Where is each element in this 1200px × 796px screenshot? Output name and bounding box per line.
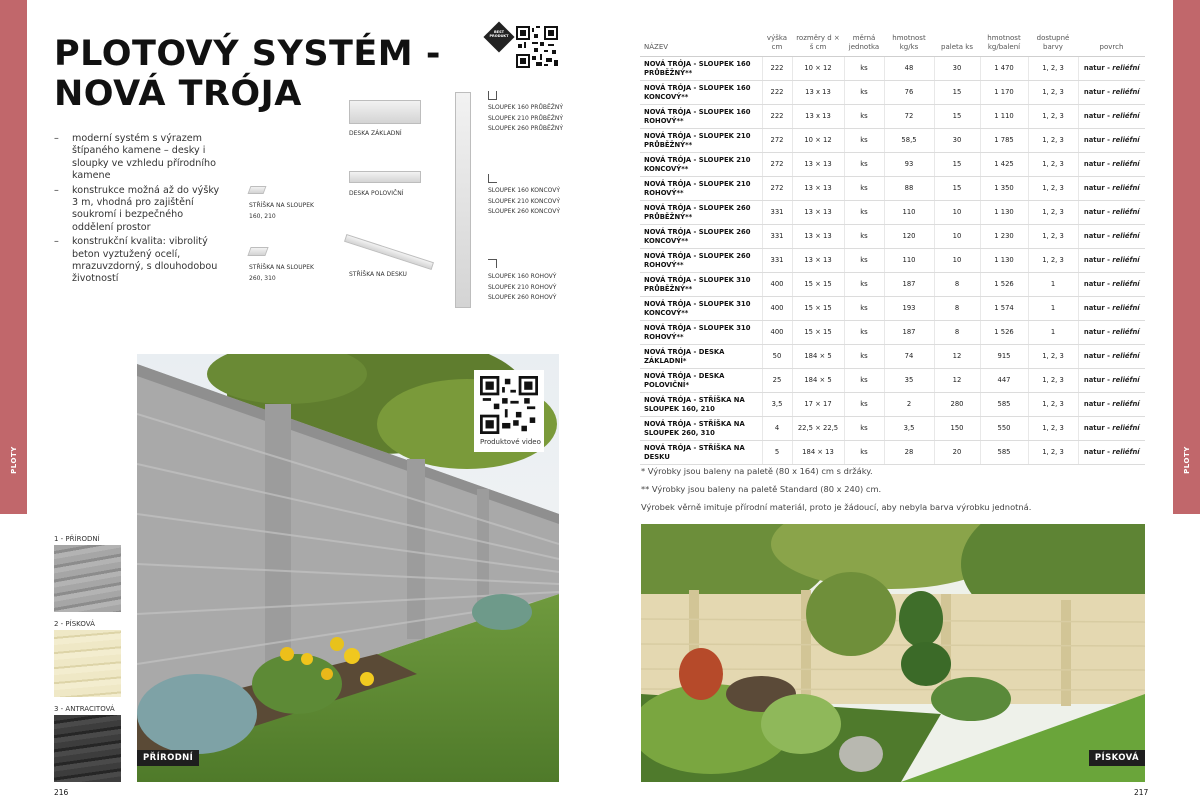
col-header: povrch xyxy=(1078,32,1145,57)
height-cell: 5 xyxy=(762,441,792,465)
colors-cell: 1, 2, 3 xyxy=(1028,177,1078,201)
pack-weight-cell: 1 130 xyxy=(980,249,1028,273)
pallet-cell: 12 xyxy=(934,345,980,369)
sloupek-koncovy-icon xyxy=(488,174,497,183)
unit-cell: ks xyxy=(844,297,884,321)
surface-cell xyxy=(1078,129,1145,153)
product-name-cell: NOVÁ TRÓJA - DESKA POLOVIČNÍ* xyxy=(640,369,762,393)
pallet-cell: 30 xyxy=(934,57,980,81)
weight-cell: 58,5 xyxy=(884,129,934,153)
table-row xyxy=(640,153,1145,177)
height-cell: 400 xyxy=(762,273,792,297)
surface-finish: reliéfní xyxy=(1112,328,1140,336)
table-row xyxy=(640,321,1145,345)
product-name-cell: NOVÁ TRÓJA - SLOUPEK 210 PRŮBĚŽNÝ** xyxy=(640,129,762,153)
unit-cell: ks xyxy=(844,201,884,225)
surface-type: natur - xyxy=(1083,448,1113,456)
table-row xyxy=(640,249,1145,273)
surface-type: natur - xyxy=(1083,88,1113,96)
table-row xyxy=(640,345,1145,369)
unit-cell: ks xyxy=(844,393,884,417)
col-header: paleta ks xyxy=(934,32,980,57)
color-tag: PŘÍRODNÍ xyxy=(137,750,199,766)
weight-cell: 110 xyxy=(884,201,934,225)
table-row xyxy=(640,393,1145,417)
striska-desku-label: STŘÍŠKA NA DESKU xyxy=(349,271,407,278)
surface-type: natur - xyxy=(1083,256,1113,264)
dimensions-cell: 10 × 12 xyxy=(792,129,844,153)
unit-cell: ks xyxy=(844,321,884,345)
weight-cell: 35 xyxy=(884,369,934,393)
surface-type: natur - xyxy=(1083,328,1113,336)
surface-cell xyxy=(1078,393,1145,417)
dimensions-cell: 13 × 13 xyxy=(792,249,844,273)
height-cell: 400 xyxy=(762,297,792,321)
pack-weight-cell: 1 470 xyxy=(980,57,1028,81)
dimensions-cell: 22,5 × 22,5 xyxy=(792,417,844,441)
pallet-cell: 30 xyxy=(934,129,980,153)
colors-cell: 1 xyxy=(1028,321,1078,345)
col-header: rozměry d × š cm xyxy=(792,32,844,57)
col-header: hmotnost kg/balení xyxy=(980,32,1028,57)
surface-finish: reliéfní xyxy=(1112,280,1140,288)
col-header: hmotnost kg/ks xyxy=(884,32,934,57)
side-tab-left xyxy=(0,0,27,514)
product-label: SLOUPEK 210 KONCOVÝ xyxy=(488,197,561,205)
weight-cell: 193 xyxy=(884,297,934,321)
product-label: SLOUPEK 210 PRŮBĚŽNÝ xyxy=(488,114,564,122)
deska-polovicni-illustration xyxy=(349,171,421,183)
product-name-cell: NOVÁ TRÓJA - SLOUPEK 160 ROHOVÝ** xyxy=(640,105,762,129)
surface-cell xyxy=(1078,441,1145,465)
unit-cell: ks xyxy=(844,273,884,297)
product-video-qr[interactable] xyxy=(474,370,544,452)
colors-cell: 1 xyxy=(1028,273,1078,297)
page-number-left: 216 xyxy=(54,788,69,796)
surface-type: natur - xyxy=(1083,400,1113,408)
weight-cell: 187 xyxy=(884,321,934,345)
pallet-cell: 10 xyxy=(934,249,980,273)
height-cell: 400 xyxy=(762,321,792,345)
colors-cell: 1, 2, 3 xyxy=(1028,249,1078,273)
product-name-cell: NOVÁ TRÓJA - SLOUPEK 160 PRŮBĚŽNÝ** xyxy=(640,57,762,81)
swatch-label: 2 - PÍSKOVÁ xyxy=(54,620,95,628)
unit-cell: ks xyxy=(844,417,884,441)
table-row xyxy=(640,441,1145,465)
height-cell: 222 xyxy=(762,81,792,105)
height-cell: 272 xyxy=(762,129,792,153)
feature-item: – moderní systém s výrazem štípaného kamene – desky i sloupky ve vzhledu přírodního kamene xyxy=(54,133,224,183)
height-cell: 331 xyxy=(762,225,792,249)
unit-cell: ks xyxy=(844,345,884,369)
product-name-cell: NOVÁ TRÓJA - SLOUPEK 310 PRŮBĚŽNÝ** xyxy=(640,273,762,297)
surface-cell xyxy=(1078,105,1145,129)
height-cell: 50 xyxy=(762,345,792,369)
dimensions-cell: 184 × 13 xyxy=(792,441,844,465)
weight-cell: 187 xyxy=(884,273,934,297)
pallet-cell: 8 xyxy=(934,273,980,297)
fence-sand-illustration xyxy=(641,524,1145,782)
surface-type: natur - xyxy=(1083,376,1113,384)
pack-weight-cell: 1 350 xyxy=(980,177,1028,201)
surface-type: natur - xyxy=(1083,352,1113,360)
surface-type: natur - xyxy=(1083,304,1113,312)
surface-cell xyxy=(1078,345,1145,369)
side-tab-label: PLOTY xyxy=(9,446,18,474)
pack-weight-cell: 1 425 xyxy=(980,153,1028,177)
colors-cell: 1, 2, 3 xyxy=(1028,225,1078,249)
weight-cell: 93 xyxy=(884,153,934,177)
pallet-cell: 15 xyxy=(934,105,980,129)
weight-cell: 28 xyxy=(884,441,934,465)
product-name-cell: NOVÁ TRÓJA - SLOUPEK 260 PRŮBĚŽNÝ** xyxy=(640,201,762,225)
height-cell: 222 xyxy=(762,57,792,81)
surface-type: natur - xyxy=(1083,112,1113,120)
color-tag: PÍSKOVÁ xyxy=(1089,750,1145,766)
swatch-anthracite xyxy=(54,715,121,782)
weight-cell: 88 xyxy=(884,177,934,201)
surface-type: natur - xyxy=(1083,424,1113,432)
surface-finish: reliéfní xyxy=(1112,112,1140,120)
surface-type: natur - xyxy=(1083,232,1113,240)
surface-finish: reliéfní xyxy=(1112,64,1140,72)
dimensions-cell: 13 x 13 xyxy=(792,81,844,105)
colors-cell: 1, 2, 3 xyxy=(1028,417,1078,441)
unit-cell: ks xyxy=(844,153,884,177)
height-cell: 3,5 xyxy=(762,393,792,417)
surface-cell xyxy=(1078,297,1145,321)
height-cell: 331 xyxy=(762,201,792,225)
pallet-cell: 280 xyxy=(934,393,980,417)
sloupek-illustration xyxy=(455,92,471,308)
col-header: dostupné barvy xyxy=(1028,32,1078,57)
colors-cell: 1, 2, 3 xyxy=(1028,441,1078,465)
pack-weight-cell: 915 xyxy=(980,345,1028,369)
unit-cell: ks xyxy=(844,105,884,129)
sloupky-koncove-list xyxy=(488,186,560,218)
colors-cell: 1, 2, 3 xyxy=(1028,393,1078,417)
pack-weight-cell: 1 130 xyxy=(980,201,1028,225)
height-cell: 272 xyxy=(762,177,792,201)
surface-finish: reliéfní xyxy=(1112,256,1140,264)
product-name-cell: NOVÁ TRÓJA - SLOUPEK 310 KONCOVÝ** xyxy=(640,297,762,321)
product-label: SLOUPEK 160 KONCOVÝ xyxy=(488,187,561,194)
unit-cell: ks xyxy=(844,441,884,465)
dimensions-cell: 15 × 15 xyxy=(792,297,844,321)
product-name-cell: NOVÁ TRÓJA - SLOUPEK 160 KONCOVÝ** xyxy=(640,81,762,105)
pallet-cell: 15 xyxy=(934,177,980,201)
striska-sloupek-260-label: STŘÍŠKA NA SLOUPEK 260, 310 xyxy=(249,264,314,282)
striska-sloupek-160-label: STŘÍŠKA NA SLOUPEK 160, 210 xyxy=(249,202,314,220)
surface-cell xyxy=(1078,249,1145,273)
height-cell: 222 xyxy=(762,105,792,129)
photo-fence-natural xyxy=(137,354,559,782)
table-row xyxy=(640,417,1145,441)
table-row xyxy=(640,105,1145,129)
side-tab-right xyxy=(1173,0,1200,514)
product-label: SLOUPEK 260 ROHOVÝ xyxy=(488,294,557,301)
side-tab-label: PLOTY xyxy=(1182,446,1191,474)
dimensions-cell: 15 × 15 xyxy=(792,273,844,297)
title-line-2: NOVÁ TRÓJA xyxy=(54,74,302,114)
footnote: ** Výrobky jsou baleny na paletě Standard (80 x 240) cm. xyxy=(641,484,882,494)
pallet-cell: 10 xyxy=(934,201,980,225)
dimensions-cell: 17 × 17 xyxy=(792,393,844,417)
col-header: výška cm xyxy=(762,32,792,57)
pallet-cell: 15 xyxy=(934,153,980,177)
pack-weight-cell: 585 xyxy=(980,441,1028,465)
surface-finish: reliéfní xyxy=(1112,424,1140,432)
product-label: SLOUPEK 260 PRŮBĚŽNÝ xyxy=(488,125,564,132)
product-label: SLOUPEK 210 ROHOVÝ xyxy=(488,283,557,291)
weight-cell: 3,5 xyxy=(884,417,934,441)
colors-cell: 1, 2, 3 xyxy=(1028,129,1078,153)
pack-weight-cell: 1 230 xyxy=(980,225,1028,249)
footnote: * Výrobky jsou baleny na paletě (80 x 164) cm s držáky. xyxy=(641,466,873,476)
product-name-cell: NOVÁ TRÓJA - SLOUPEK 310 ROHOVÝ** xyxy=(640,321,762,345)
sloupek-rohovy-icon xyxy=(488,259,497,268)
height-cell: 272 xyxy=(762,153,792,177)
surface-finish: reliéfní xyxy=(1112,184,1140,192)
unit-cell: ks xyxy=(844,177,884,201)
surface-finish: reliéfní xyxy=(1112,136,1140,144)
dimensions-cell: 13 × 13 xyxy=(792,177,844,201)
colors-cell: 1, 2, 3 xyxy=(1028,345,1078,369)
table-row xyxy=(640,225,1145,249)
video-caption: Produktové video xyxy=(480,438,541,446)
unit-cell: ks xyxy=(844,129,884,153)
weight-cell: 120 xyxy=(884,225,934,249)
surface-finish: reliéfní xyxy=(1112,208,1140,216)
weight-cell: 76 xyxy=(884,81,934,105)
surface-cell xyxy=(1078,153,1145,177)
pack-weight-cell: 1 170 xyxy=(980,81,1028,105)
table-row xyxy=(640,369,1145,393)
weight-cell: 110 xyxy=(884,249,934,273)
dimensions-cell: 13 × 13 xyxy=(792,225,844,249)
deska-polovicni-label: DESKA POLOVIČNÍ xyxy=(349,190,404,197)
surface-finish: reliéfní xyxy=(1112,448,1140,456)
product-label: SLOUPEK 160 PRŮBĚŽNÝ xyxy=(488,104,564,111)
surface-cell xyxy=(1078,273,1145,297)
sloupky-prubezne-list xyxy=(488,103,563,135)
surface-finish: reliéfní xyxy=(1112,88,1140,96)
spec-table xyxy=(640,32,1145,465)
footnote: Výrobek věrně imituje přírodní materiál, proto je žádoucí, aby nebyla barva výrobku jednotná. xyxy=(641,502,1032,512)
product-name-cell: NOVÁ TRÓJA - SLOUPEK 260 KONCOVÝ** xyxy=(640,225,762,249)
pallet-cell: 8 xyxy=(934,297,980,321)
table-row xyxy=(640,177,1145,201)
dimensions-cell: 184 × 5 xyxy=(792,345,844,369)
surface-type: natur - xyxy=(1083,160,1113,168)
table-header-row xyxy=(640,32,1145,57)
surface-finish: reliéfní xyxy=(1112,352,1140,360)
pallet-cell: 10 xyxy=(934,225,980,249)
dimensions-cell: 15 × 15 xyxy=(792,321,844,345)
page-number-right: 217 xyxy=(1134,788,1149,796)
colors-cell: 1, 2, 3 xyxy=(1028,105,1078,129)
colors-cell: 1, 2, 3 xyxy=(1028,201,1078,225)
dimensions-cell: 13 × 13 xyxy=(792,201,844,225)
surface-cell xyxy=(1078,369,1145,393)
dimensions-cell: 10 × 12 xyxy=(792,57,844,81)
pack-weight-cell: 1 526 xyxy=(980,321,1028,345)
unit-cell: ks xyxy=(844,81,884,105)
height-cell: 25 xyxy=(762,369,792,393)
swatch-label: 1 - PŘÍRODNÍ xyxy=(54,535,100,543)
weight-cell: 48 xyxy=(884,57,934,81)
table-row xyxy=(640,273,1145,297)
dimensions-cell: 13 × 13 xyxy=(792,153,844,177)
pallet-cell: 12 xyxy=(934,369,980,393)
surface-type: natur - xyxy=(1083,184,1113,192)
colors-cell: 1, 2, 3 xyxy=(1028,81,1078,105)
feature-list xyxy=(54,133,224,288)
surface-cell xyxy=(1078,225,1145,249)
best-product-badge-text: BEST PRODUKT xyxy=(489,30,509,38)
striska-sloupek-160-illustration xyxy=(248,186,267,194)
product-name-cell: NOVÁ TRÓJA - SLOUPEK 210 KONCOVÝ** xyxy=(640,153,762,177)
pallet-cell: 20 xyxy=(934,441,980,465)
surface-cell xyxy=(1078,177,1145,201)
sloupek-prubezny-icon xyxy=(488,91,497,100)
pack-weight-cell: 550 xyxy=(980,417,1028,441)
pallet-cell: 8 xyxy=(934,321,980,345)
surface-cell xyxy=(1078,417,1145,441)
table-row xyxy=(640,201,1145,225)
colors-cell: 1 xyxy=(1028,297,1078,321)
unit-cell: ks xyxy=(844,225,884,249)
surface-cell xyxy=(1078,321,1145,345)
unit-cell: ks xyxy=(844,57,884,81)
product-label: SLOUPEK 160 ROHOVÝ xyxy=(488,273,557,280)
pack-weight-cell: 1 785 xyxy=(980,129,1028,153)
surface-finish: reliéfní xyxy=(1112,232,1140,240)
striska-sloupek-260-illustration xyxy=(247,247,268,256)
surface-cell xyxy=(1078,81,1145,105)
product-label: SLOUPEK 260 KONCOVÝ xyxy=(488,208,561,215)
qr-code-icon[interactable] xyxy=(516,26,558,68)
dimensions-cell: 13 x 13 xyxy=(792,105,844,129)
surface-type: natur - xyxy=(1083,64,1113,72)
weight-cell: 2 xyxy=(884,393,934,417)
pack-weight-cell: 1 110 xyxy=(980,105,1028,129)
deska-zakladni-label: DESKA ZÁKLADNÍ xyxy=(349,130,402,137)
height-cell: 331 xyxy=(762,249,792,273)
weight-cell: 72 xyxy=(884,105,934,129)
product-name-cell: NOVÁ TRÓJA - SLOUPEK 210 ROHOVÝ** xyxy=(640,177,762,201)
swatch-label: 3 - ANTRACITOVÁ xyxy=(54,705,115,713)
photo-fence-sand xyxy=(641,524,1145,782)
surface-type: natur - xyxy=(1083,208,1113,216)
qr-code-icon[interactable] xyxy=(480,376,538,434)
sloupky-rohove-list xyxy=(488,272,556,304)
pack-weight-cell: 1 574 xyxy=(980,297,1028,321)
swatch-sand xyxy=(54,630,121,697)
dimensions-cell: 184 × 5 xyxy=(792,369,844,393)
surface-type: natur - xyxy=(1083,136,1113,144)
product-name-cell: NOVÁ TRÓJA - STŘÍŠKA NA SLOUPEK 260, 310 xyxy=(640,417,762,441)
weight-cell: 74 xyxy=(884,345,934,369)
feature-item: – konstrukční kvalita: vibrolitý beton vyztužený ocelí, mrazuvzdorný, s dlouhodobou životností xyxy=(54,236,224,286)
pack-weight-cell: 1 526 xyxy=(980,273,1028,297)
table-row xyxy=(640,81,1145,105)
deska-zakladni-illustration xyxy=(349,100,421,124)
table-row xyxy=(640,57,1145,81)
product-name-cell: NOVÁ TRÓJA - SLOUPEK 260 ROHOVÝ** xyxy=(640,249,762,273)
pallet-cell: 150 xyxy=(934,417,980,441)
pack-weight-cell: 585 xyxy=(980,393,1028,417)
surface-finish: reliéfní xyxy=(1112,304,1140,312)
surface-finish: reliéfní xyxy=(1112,160,1140,168)
table-row xyxy=(640,297,1145,321)
swatch-natural xyxy=(54,545,121,612)
colors-cell: 1, 2, 3 xyxy=(1028,153,1078,177)
surface-cell xyxy=(1078,201,1145,225)
surface-type: natur - xyxy=(1083,280,1113,288)
product-name-cell: NOVÁ TRÓJA - STŘÍŠKA NA SLOUPEK 160, 210 xyxy=(640,393,762,417)
pallet-cell: 15 xyxy=(934,81,980,105)
colors-cell: 1, 2, 3 xyxy=(1028,57,1078,81)
col-header: měrná jednotka xyxy=(844,32,884,57)
surface-finish: reliéfní xyxy=(1112,400,1140,408)
product-name-cell: NOVÁ TRÓJA - DESKA ZÁKLADNÍ* xyxy=(640,345,762,369)
height-cell: 4 xyxy=(762,417,792,441)
striska-desku-illustration xyxy=(344,234,434,270)
pack-weight-cell: 447 xyxy=(980,369,1028,393)
surface-finish: reliéfní xyxy=(1112,376,1140,384)
surface-cell xyxy=(1078,57,1145,81)
table-row xyxy=(640,129,1145,153)
feature-item: – konstrukce možná až do výšky 3 m, vhodná pro zajištění soukromí i bezpečného oddělení prostor xyxy=(54,185,224,235)
col-header: NÁZEV xyxy=(640,32,762,57)
unit-cell: ks xyxy=(844,369,884,393)
colors-cell: 1, 2, 3 xyxy=(1028,369,1078,393)
product-name-cell: NOVÁ TRÓJA - STŘÍŠKA NA DESKU xyxy=(640,441,762,465)
unit-cell: ks xyxy=(844,249,884,273)
title-line-1: PLOTOVÝ SYSTÉM - xyxy=(54,34,441,74)
